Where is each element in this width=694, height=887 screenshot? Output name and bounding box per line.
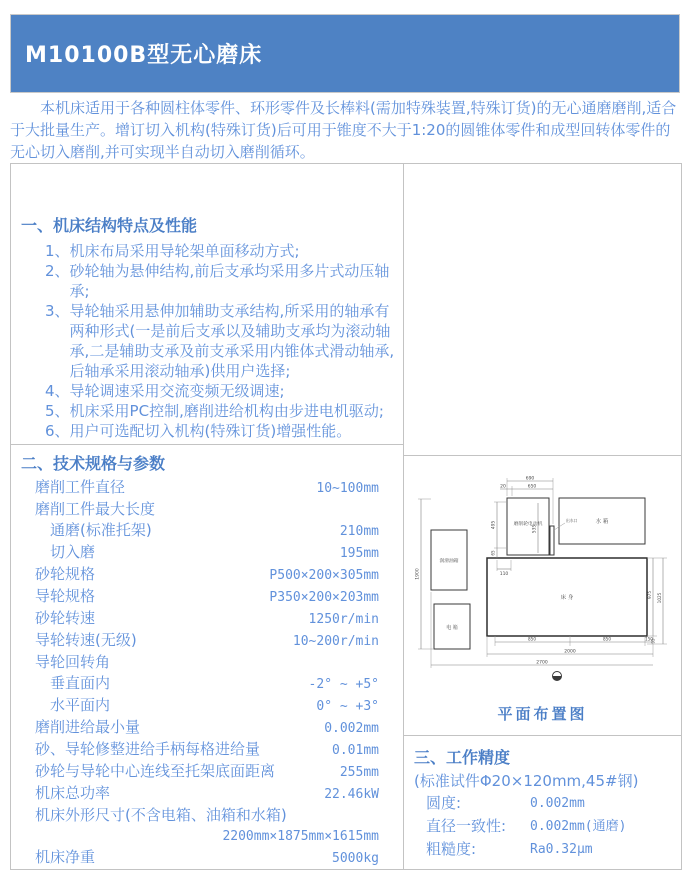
spec-label: 磨削工件直径: [35, 478, 126, 496]
list-item-text: 导轮调速采用交流变频无级调速;: [69, 382, 285, 400]
spec-row: [11, 695, 403, 717]
page-title: M10100B型无心磨床: [25, 43, 263, 68]
diagram-cell: [404, 456, 681, 736]
dim-bed-depth: 975: [646, 591, 652, 599]
spec-label: 垂直面内: [50, 674, 111, 692]
spec-value: P350×200×203mm: [269, 590, 379, 605]
spec-row: [11, 673, 403, 695]
feature-list: [21, 241, 395, 441]
list-item-text: 用户可选配切入机构(特殊订货)增强性能。: [69, 422, 352, 440]
list-item: [21, 301, 395, 381]
spec-row: [11, 542, 403, 564]
list-item-text: 机床采用PC控制,磨削进给机构由步进电机驱动;: [69, 402, 384, 420]
list-item-text: 机床布局采用导轮架单面移动方式;: [69, 242, 300, 260]
section-accuracy: [404, 736, 681, 869]
spec-row: [11, 717, 403, 739]
spec-row: [11, 805, 403, 826]
dim-motor-inner-height: 535: [532, 524, 537, 534]
spec-row: [11, 630, 403, 652]
spec-value: 10~100mm: [316, 481, 379, 496]
oil-tank-label: 润滑油箱: [438, 559, 459, 564]
spec-label: 砂、导轮修整进给手柄每格进给量: [35, 740, 261, 758]
list-item-number: 5、: [45, 402, 70, 420]
spec-label: 机床外形尺寸(不含电箱、油箱和水箱): [35, 806, 287, 824]
accuracy-row: [414, 792, 675, 815]
dim-motor-height: 495: [491, 520, 496, 530]
dim-top-gap: 20: [499, 484, 506, 490]
spec-label: 机床净重: [35, 848, 96, 866]
list-item: [21, 261, 395, 301]
spec-value: 0° ~ +3°: [316, 699, 379, 714]
list-item: [21, 241, 395, 261]
accuracy-label: 粗糙度:: [426, 840, 477, 858]
spec-row: [11, 608, 403, 630]
spec-label: 磨削工件最大长度: [35, 500, 156, 518]
list-item-text: 砂轮轴为悬伸结构,前后支承均采用多片式动压轴承;: [69, 262, 390, 300]
spec-label: 通磨(标准托架): [50, 521, 152, 539]
electric-box-label: 电 箱: [445, 625, 458, 631]
list-item: [21, 381, 395, 401]
dim-bottom-seg-b: 850: [602, 636, 611, 642]
motor-label: 磨削轮电动机: [513, 522, 542, 527]
spec-row: [11, 652, 403, 673]
spec-label: 砂轮规格: [35, 565, 96, 583]
spec-value: 0.002mm: [324, 721, 379, 736]
dim-bed-depth-outer: 1025: [656, 592, 662, 604]
bed-label: 床 身: [560, 595, 573, 601]
outlet-label: 出水口: [565, 518, 577, 523]
dim-base-gap: 65: [490, 550, 495, 556]
spec-row: [11, 520, 403, 542]
dim-bed-inset: 110: [499, 572, 508, 577]
spec-value: 2200mm×1875mm×1615mm: [222, 829, 379, 844]
spec-value: P500×200×305mm: [269, 568, 379, 583]
section-features-title: 一、机床结构特点及性能: [21, 216, 198, 235]
list-item-number: 6、: [45, 422, 70, 440]
title-bar: [10, 14, 680, 93]
water-tank-label: 水 箱: [595, 519, 608, 525]
spec-label: 导轮规格: [35, 587, 96, 605]
accuracy-value: Ra0.32μm: [530, 842, 593, 857]
accuracy-subtitle: (标准试件Φ20×120mm,45#钢): [414, 772, 639, 790]
diagram-caption: 平面布置图: [497, 705, 588, 723]
left-column: [11, 164, 404, 869]
spec-label: 砂轮转速: [35, 609, 96, 627]
accuracy-value: 0.002mm: [530, 796, 585, 811]
spec-value: 1250r/min: [308, 612, 379, 627]
list-item-text: 导轮轴采用悬伸加辅助支承结构,所采用的轴承有两种形式(一是前后支承以及辅助支承均为滚动轴承,二是辅助支承及前支承采用内锥体式滑动轴承,后轴承采用滚动轴承)供用户选择;: [69, 302, 395, 380]
spec-row: [11, 847, 403, 869]
dim-bottom-seg-c: 150: [644, 636, 653, 642]
dim-top-total: 690: [525, 476, 534, 482]
section-accuracy-title: 三、工作精度: [414, 748, 511, 767]
spec-row: [11, 783, 403, 805]
list-item-number: 3、: [45, 302, 70, 320]
intro-paragraph: 本机床适用于各种圆柱体零件、环形零件及长棒料(需加特殊装置,特殊订货)的无心通磨磨削,适合于大批量生产。增订切入机构(特殊订货)后可用于锥度不大于1:20的圆锥体零件和成型回转体零件的无心切入磨削,并可实现半自动切入磨削循环。: [10, 99, 677, 161]
section-features: [11, 164, 403, 445]
spec-label: 磨削进给最小量: [35, 718, 141, 736]
list-item: [21, 401, 395, 421]
accuracy-label: 圆度:: [426, 794, 462, 812]
dim-bottom-seg-a: 850: [527, 636, 536, 642]
dim-top-inner: 650: [527, 484, 536, 490]
spec-label: 砂轮与导轮中心连线至托架底面距离: [35, 762, 276, 780]
spec-value: -2° ~ +5°: [308, 677, 379, 692]
right-column: [404, 164, 681, 869]
spec-row: [11, 739, 403, 761]
list-item-number: 1、: [45, 242, 70, 260]
accuracy-value: 0.002mm(通磨): [530, 819, 627, 834]
outlet-box: [550, 526, 554, 555]
spec-row: [11, 586, 403, 608]
accuracy-row: [414, 838, 675, 861]
accuracy-row: [414, 815, 675, 838]
spec-row: [11, 477, 403, 499]
spec-row: [11, 564, 403, 586]
dim-bed-length: 2000: [563, 649, 576, 655]
spec-value: 195mm: [339, 546, 379, 561]
content-table: [10, 163, 682, 870]
accuracy-label: 直径一致性:: [426, 817, 507, 835]
spec-label: 导轮回转角: [35, 653, 111, 671]
spec-label: 切入磨: [50, 543, 96, 561]
spec-row: [11, 826, 403, 847]
spec-value: 255mm: [339, 765, 379, 780]
spec-label: 导轮转速(无级): [35, 631, 137, 649]
dim-bottom-side: 95: [650, 638, 655, 644]
spec-value: 22.46kW: [324, 787, 379, 802]
spec-value: 5000kg: [332, 851, 379, 866]
floor-plan-diagram: [407, 472, 679, 692]
list-item-number: 4、: [45, 382, 70, 400]
section-specs-title: 二、技术规格与参数: [21, 454, 166, 473]
list-item: [21, 421, 395, 441]
empty-cell: [404, 164, 681, 456]
spec-label: 机床总功率: [35, 784, 111, 802]
dim-overall-length: 2700: [535, 660, 548, 666]
spec-row: [11, 499, 403, 520]
spec-label: 水平面内: [50, 696, 111, 714]
section-specs: [11, 445, 403, 869]
spec-row: [11, 761, 403, 783]
spec-value: 0.01mm: [332, 743, 379, 758]
spec-value: 210mm: [339, 524, 379, 539]
dim-overall-depth: 1900: [415, 568, 420, 580]
spec-list: [11, 477, 403, 869]
list-item-number: 2、: [45, 262, 70, 280]
spec-value: 10~200r/min: [292, 634, 379, 649]
